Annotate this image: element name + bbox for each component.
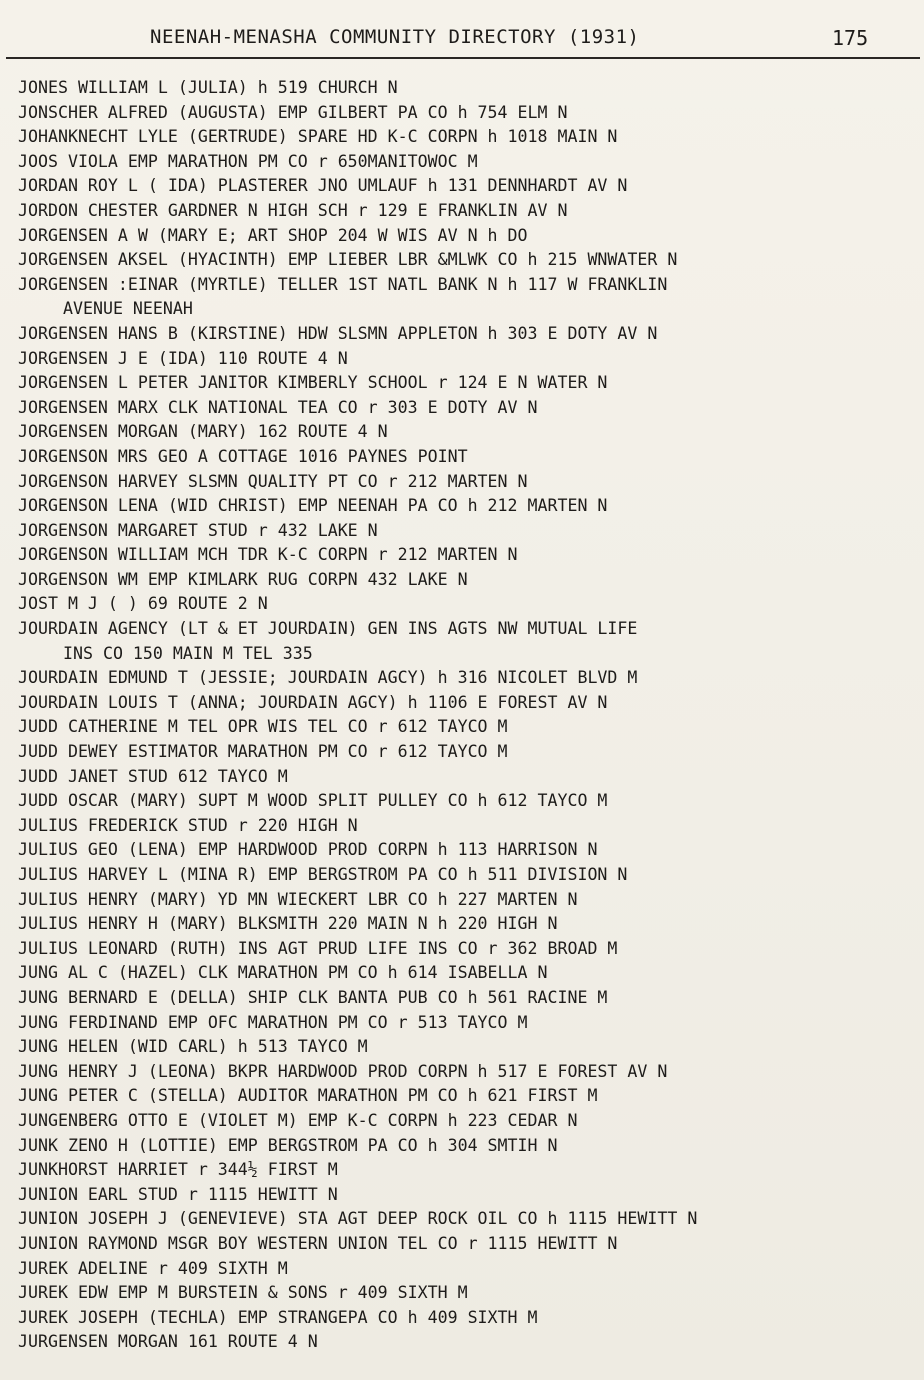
directory-entry: JUNK ZENO H (LOTTIE) EMP BERGSTROM PA CO h 304 SMTIH N	[18, 1135, 558, 1155]
directory-entries	[18, 76, 918, 1355]
directory-entry: JORGENSON LENA (WID CHRIST) EMP NEENAH PA CO h 212 MARTEN N	[18, 496, 608, 516]
directory-entry: JULIUS HARVEY L (MINA R) EMP BERGSTROM PA CO h 511 DIVISION N	[18, 865, 628, 884]
page-number: 175	[832, 26, 869, 50]
directory-entry: JUDD DEWEY ESTIMATOR MARATHON PM CO r 612 TAYCO M	[18, 742, 508, 762]
directory-entry: JORDON CHESTER GARDNER N HIGH SCH r 129 E FRANKLIN AV N	[18, 200, 568, 220]
header-rule	[6, 57, 920, 59]
directory-entry: JUNGENBERG OTTO E (VIOLET M) EMP K-C CORPN h 223 CEDAR N	[18, 1110, 578, 1130]
page-header	[0, 20, 924, 60]
directory-entry: JUDD JANET STUD 612 TAYCO M	[18, 766, 288, 786]
directory-entry: JUNION JOSEPH J (GENEVIEVE) STA AGT DEEP ROCK OIL CO h 1115 HEWITT N	[18, 1209, 698, 1229]
directory-entry: JORGENSON HARVEY SLSMN QUALITY PT CO r 212 MARTEN N	[18, 471, 528, 491]
directory-entry-continuation: AVENUE NEENAH	[63, 299, 193, 319]
page-title: NEENAH-MENASHA COMMUNITY DIRECTORY (1931)	[150, 26, 640, 48]
directory-entry: JURGENSEN MORGAN 161 ROUTE 4 N	[18, 1332, 318, 1352]
directory-entry: JOURDAIN EDMUND T (JESSIE; JOURDAIN AGCY) h 316 NICOLET BLVD M	[18, 668, 638, 688]
directory-entry: JOURDAIN LOUIS T (ANNA; JOURDAIN AGCY) h 1106 E FOREST AV N	[18, 692, 608, 712]
directory-entry: JOOS VIOLA EMP MARATHON PM CO r 650MANITOWOC M	[18, 151, 478, 171]
directory-entry: JORGENSON WILLIAM MCH TDR K-C CORPN r 212 MARTEN N	[18, 545, 518, 565]
directory-entry: JUNION EARL STUD r 1115 HEWITT N	[18, 1184, 338, 1204]
directory-entry: JORGENSEN AKSEL (HYACINTH) EMP LIEBER LBR &MLWK CO h 215 WNWATER N	[18, 250, 678, 270]
directory-entry: JUREK JOSEPH (TECHLA) EMP STRANGEPA CO h 409 SIXTH M	[18, 1307, 538, 1327]
directory-entry: JORGENSON WM EMP KIMLARK RUG CORPN 432 LAKE N	[18, 569, 468, 589]
directory-entry: JORGENSEN A W (MARY E; ART SHOP 204 W WIS AV N h DO	[18, 225, 528, 245]
directory-entry: JORGENSEN J E (IDA) 110 ROUTE 4 N	[18, 348, 348, 368]
directory-entry: JUNION RAYMOND MSGR BOY WESTERN UNION TEL CO r 1115 HEWITT N	[18, 1233, 618, 1253]
directory-entry: JONES WILLIAM L (JULIA) h 519 CHURCH N	[18, 78, 398, 97]
directory-entry: JORGENSON MARGARET STUD r 432 LAKE N	[18, 520, 378, 540]
directory-entry: JOHANKNECHT LYLE (GERTRUDE) SPARE HD K-C CORPN h 1018 MAIN N	[18, 127, 618, 147]
directory-entry: JOST M J ( ) 69 ROUTE 2 N	[18, 594, 268, 614]
directory-entry: JUREK EDW EMP M BURSTEIN & SONS r 409 SIXTH M	[18, 1283, 468, 1303]
directory-entry: JUNKHORST HARRIET r 344½ FIRST M	[18, 1160, 338, 1180]
directory-entry: JULIUS HENRY (MARY) YD MN WIECKERT LBR CO h 227 MARTEN N	[18, 889, 578, 909]
directory-entry: JUNG HENRY J (LEONA) BKPR HARDWOOD PROD CORPN h 517 E FOREST AV N	[18, 1061, 668, 1081]
directory-entry: JUDD CATHERINE M TEL OPR WIS TEL CO r 612 TAYCO M	[18, 717, 508, 737]
directory-entry: JULIUS FREDERICK STUD r 220 HIGH N	[18, 815, 358, 835]
directory-entry: JOURDAIN AGENCY (LT & ET JOURDAIN) GEN INS AGTS NW MUTUAL LIFE	[18, 619, 638, 639]
directory-entry: JORGENSEN :EINAR (MYRTLE) TELLER 1ST NATL BANK N h 117 W FRANKLIN	[18, 274, 668, 294]
directory-entry: JULIUS LEONARD (RUTH) INS AGT PRUD LIFE INS CO r 362 BROAD M	[18, 938, 618, 958]
directory-entry: JUNG PETER C (STELLA) AUDITOR MARATHON PM CO h 621 FIRST M	[18, 1086, 598, 1106]
directory-entry: JORGENSEN MORGAN (MARY) 162 ROUTE 4 N	[18, 422, 388, 442]
directory-entry: JORDAN ROY L ( IDA) PLASTERER JNO UMLAUF h 131 DENNHARDT AV N	[18, 176, 628, 196]
directory-entry: JUNG AL C (HAZEL) CLK MARATHON PM CO h 614 ISABELLA N	[18, 963, 548, 983]
directory-entry: JUNG FERDINAND EMP OFC MARATHON PM CO r 513 TAYCO M	[18, 1012, 528, 1032]
directory-entry-continuation: INS CO 150 MAIN M TEL 335	[63, 643, 313, 663]
directory-entry: JULIUS HENRY H (MARY) BLKSMITH 220 MAIN N h 220 HIGH N	[18, 914, 558, 934]
directory-entry: JORGENSEN HANS B (KIRSTINE) HDW SLSMN APPLETON h 303 E DOTY AV N	[18, 323, 658, 343]
directory-entry: JUNG BERNARD E (DELLA) SHIP CLK BANTA PUB CO h 561 RACINE M	[18, 987, 608, 1007]
directory-entry: JORGENSEN L PETER JANITOR KIMBERLY SCHOOL r 124 E N WATER N	[18, 373, 608, 393]
directory-entry: JUNG HELEN (WID CARL) h 513 TAYCO M	[18, 1037, 368, 1057]
directory-entry: JUDD OSCAR (MARY) SUPT M WOOD SPLIT PULLEY CO h 612 TAYCO M	[18, 791, 608, 811]
directory-entry: JUREK ADELINE r 409 SIXTH M	[18, 1258, 288, 1278]
directory-entry: JONSCHER ALFRED (AUGUSTA) EMP GILBERT PA CO h 754 ELM N	[18, 102, 568, 122]
directory-entry: JORGENSEN MARX CLK NATIONAL TEA CO r 303 E DOTY AV N	[18, 397, 538, 417]
directory-entry: JULIUS GEO (LENA) EMP HARDWOOD PROD CORPN h 113 HARRISON N	[18, 840, 598, 860]
directory-entry: JORGENSON MRS GEO A COTTAGE 1016 PAYNES POINT	[18, 446, 468, 466]
